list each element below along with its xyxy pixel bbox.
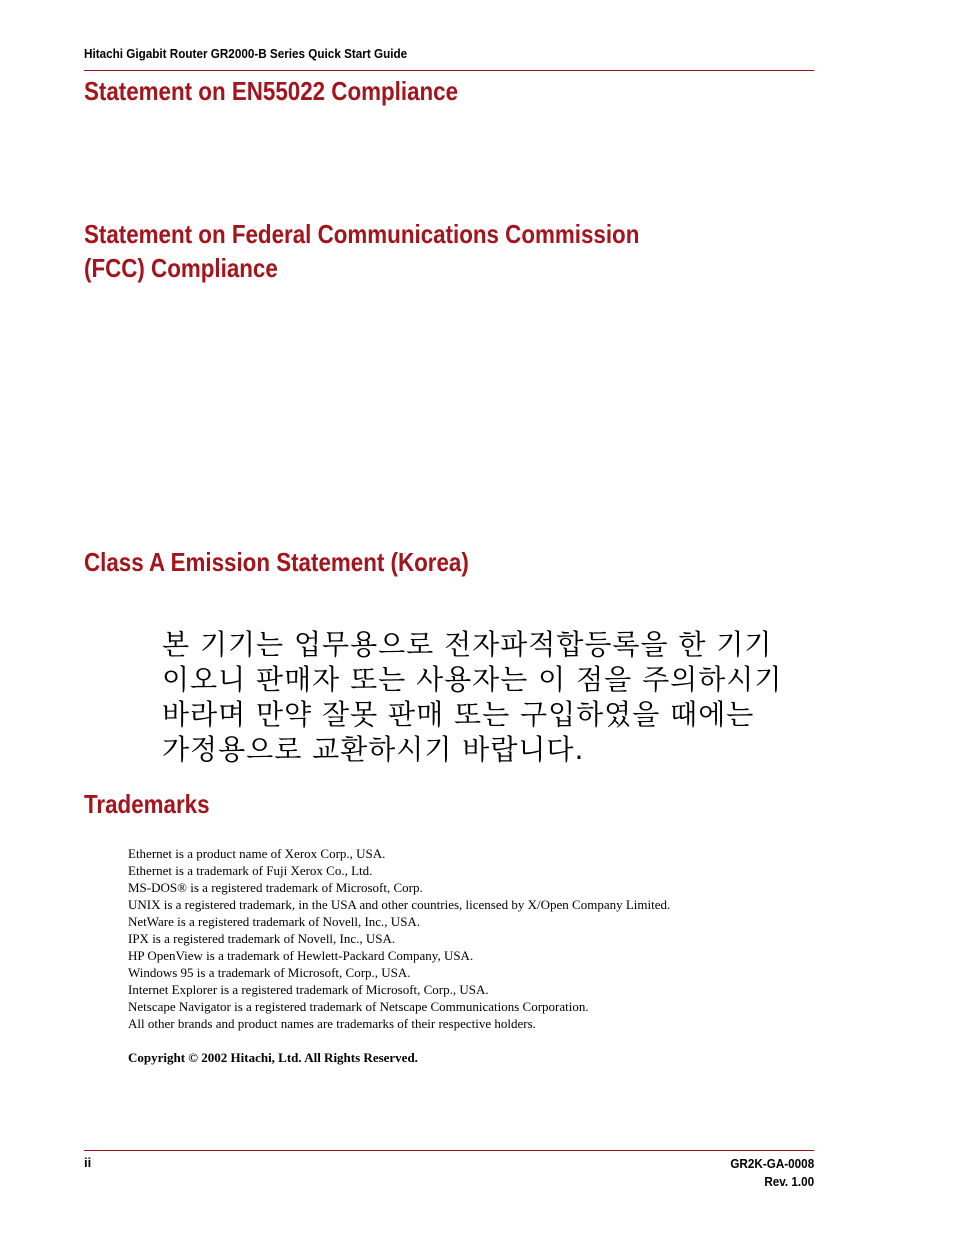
page-number: ii xyxy=(84,1155,92,1170)
heading-korea-emission: Class A Emission Statement (Korea) xyxy=(84,547,469,577)
trademark-item: Ethernet is a product name of Xerox Corp., USA. xyxy=(128,846,386,861)
korean-emission-statement xyxy=(162,627,812,767)
korean-line: 가정용으로 교환하시기 바랍니다. xyxy=(162,733,585,766)
trademark-item: HP OpenView is a trademark of Hewlett-Packard Company, USA. xyxy=(128,948,474,963)
korean-line: 바라며 만약 잘못 판매 또는 구입하였을 때에는 xyxy=(162,698,755,731)
heading-fcc-compliance xyxy=(84,217,639,285)
heading-fcc-line2: (FCC) Compliance xyxy=(84,253,278,283)
heading-trademarks: Trademarks xyxy=(84,789,210,819)
heading-fcc-line1: Statement on Federal Communications Commission xyxy=(84,219,640,249)
korean-line: 이오니 판매자 또는 사용자는 이 점을 주의하시기 xyxy=(162,663,783,696)
footer-doc-info xyxy=(730,1155,814,1191)
trademark-item: Ethernet is a trademark of Fuji Xerox Co., Ltd. xyxy=(128,863,373,878)
trademark-item: NetWare is a registered trademark of Novell, Inc., USA. xyxy=(128,914,421,929)
document-revision: Rev. 1.00 xyxy=(764,1174,814,1189)
trademark-item: Windows 95 is a trademark of Microsoft, Corp., USA. xyxy=(128,965,411,980)
copyright-notice: Copyright © 2002 Hitachi, Ltd. All Rights Reserved. xyxy=(128,1050,418,1065)
document-id: GR2K-GA-0008 xyxy=(730,1156,814,1171)
trademark-item: Internet Explorer is a registered trademark of Microsoft, Corp., USA. xyxy=(128,982,489,997)
header-rule xyxy=(84,70,814,71)
heading-en55022-compliance: Statement on EN55022 Compliance xyxy=(84,76,459,106)
trademark-list xyxy=(128,845,808,1032)
trademark-item: All other brands and product names are trademarks of their respective holders. xyxy=(128,1016,536,1031)
trademark-item: MS-DOS® is a registered trademark of Microsoft, Corp. xyxy=(128,880,423,895)
footer-rule xyxy=(84,1150,814,1151)
trademark-item: UNIX is a registered trademark, in the USA and other countries, licensed by X/Open Company Limited. xyxy=(128,897,671,912)
running-header: Hitachi Gigabit Router GR2000-B Series Quick Start Guide xyxy=(84,46,408,61)
trademark-item: Netscape Navigator is a registered trademark of Netscape Communications Corporation. xyxy=(128,999,589,1014)
trademark-item: IPX is a registered trademark of Novell, Inc., USA. xyxy=(128,931,396,946)
korean-line: 본 기기는 업무용으로 전자파적합등록을 한 기기 xyxy=(162,628,773,661)
